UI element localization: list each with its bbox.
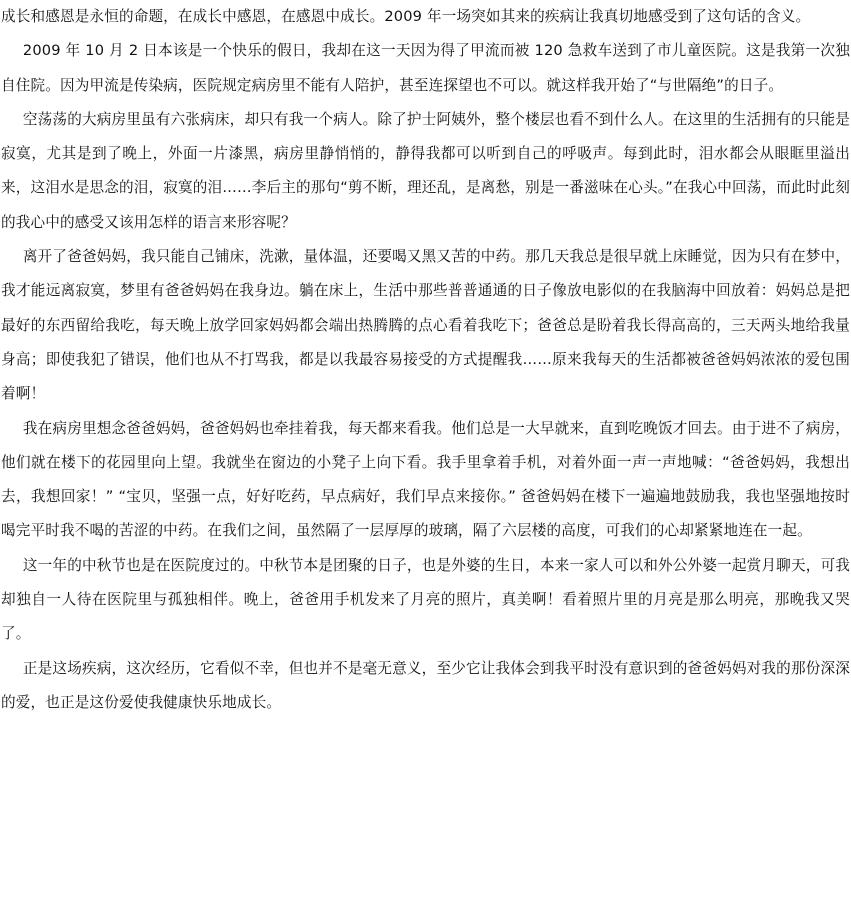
paragraph-memories: 离开了爸爸妈妈，我只能自己铺床，洗漱，量体温，还要喝又黑又苦的中药。那几天我总是很早就上床睡觉，因为只有在梦中，我才能远离寂寞，梦里有爸爸妈妈在我身边。躺在床上，生活中那些普普通通的日子像放电影似的在我脑海中回放着：妈妈总是把最好的东西留给我吃，每天晚上放学回家妈妈都会端出热腾腾的点心看着我吃下；爸爸总是盼着我长得高高的，三天两头地给我量身高；即使我犯了错误，他们也从不打骂我，都是以我最容易接受的方式提醒我……原来我每天的生活都被爸爸妈妈浓浓的爱包围着啊！ <box>1 248 850 403</box>
paragraph-intro: 成长和感恩是永恒的命题，在成长中感恩，在感恩中成长。2009 年一场突如其来的疾病让我真切地感受到了这句话的含义。 <box>1 8 811 25</box>
paragraph-loneliness: 空荡荡的大病房里虽有六张病床，却只有我一个病人。除了护士阿姨外，整个楼层也看不到什么人。在这里的生活拥有的只能是寂寞，尤其是到了晚上，外面一片漆黑，病房里静悄悄的，静得我都可以听到自己的呼吸声。每到此时，泪水都会从眼眶里溢出来，这泪水是思念的泪，寂寞的泪……李后主的那句“剪不断，理还乱，是离愁，别是一番滋味在心头。”在我心中回荡，而此时此刻的我心中的感受又该用怎样的语言来形容呢？ <box>1 110 850 231</box>
paragraph-conclusion: 正是这场疾病，这次经历，它看似不幸，但也并不是毫无意义，至少它让我体会到我平时没有意识到的爸爸妈妈对我的那份深深的爱，也正是这份爱使我健康快乐地成长。 <box>1 659 850 711</box>
paragraph-hospitalized: 2009 年 10 月 2 日本该是一个快乐的假日，我却在这一天因为得了甲流而被 120 急救车送到了市儿童医院。这是我第一次独自住院。因为甲流是传染病，医院规定病房里不能有人陪护，甚至连探望也不可以。就这样我开始了“与世隔绝”的日子。 <box>1 42 850 94</box>
paragraph-parents-visit: 我在病房里想念爸爸妈妈，爸爸妈妈也牵挂着我，每天都来看我。他们总是一大早就来，直到吃晚饭才回去。由于进不了病房，他们就在楼下的花园里向上望。我就坐在窗边的小凳子上向下看。我手里拿着手机，对着外面一声一声地喊：“爸爸妈妈，我想出去，我想回家！” “宝贝，坚强一点，好好吃药，早点病好，我们早点来接你。” 爸爸妈妈在楼下一遍遍地鼓励我，我也坚强地按时喝完平时我不喝的苦涩的中药。在我们之间，虽然隔了一层厚厚的玻璃，隔了六层楼的高度，可我们的心却紧紧地连在一起。 <box>1 419 850 540</box>
essay-document <box>1 0 850 720</box>
paragraph-mid-autumn: 这一年的中秋节也是在医院度过的。中秋节本是团聚的日子，也是外婆的生日，本来一家人可以和外公外婆一起赏月聊天，可我却独自一人待在医院里与孤独相伴。晚上，爸爸用手机发来了月亮的照片，真美啊！看着照片里的月亮是那么明亮，那晚我又哭了。 <box>1 556 850 643</box>
